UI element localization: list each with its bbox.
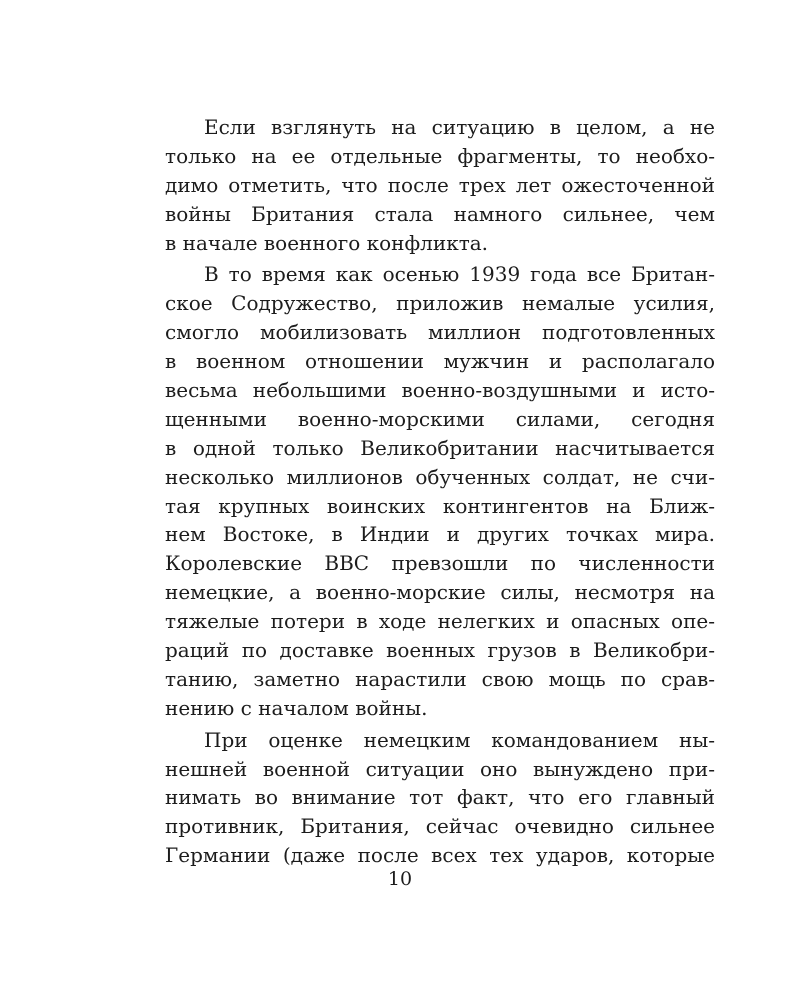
text-line: тяжелые потери в ходе нелегких и опасных опе- bbox=[165, 609, 715, 634]
text-line: в одной только Великобритании насчитывается bbox=[165, 435, 715, 460]
text-line: щенными военно-морскими силами, сегодня bbox=[165, 406, 715, 431]
text-line: танию, заметно нарастили свою мощь по срав- bbox=[165, 666, 715, 691]
paragraph bbox=[165, 726, 715, 870]
text-line: в начале военного конфликта. bbox=[165, 230, 489, 255]
text-line: несколько миллионов обученных солдат, не счи- bbox=[165, 464, 715, 489]
text-line: нешней военной ситуации оно вынуждено при- bbox=[165, 756, 715, 781]
text-line: войны Британия стала намного сильнее, чем bbox=[165, 201, 715, 226]
text-line: В то время как осенью 1939 года все Британ- bbox=[204, 262, 715, 287]
text-line: Если взглянуть на ситуацию в целом, а не bbox=[204, 115, 715, 139]
text-line: раций по доставке военных грузов в Великобри- bbox=[165, 638, 715, 663]
text-line: смогло мобилизовать миллион подготовленных bbox=[165, 320, 715, 345]
text-line: Германии (даже после всех тех ударов, которые bbox=[165, 843, 715, 868]
text-line: нем Востоке, в Индии и других точках мира. bbox=[165, 522, 715, 547]
text-line: противник, Британия, сейчас очевидно сильнее bbox=[165, 814, 715, 839]
text-line: немецкие, а военно-морские силы, несмотря на bbox=[165, 580, 715, 605]
page-number: 10 bbox=[387, 868, 413, 890]
text-line: в военном отношении мужчин и располагало bbox=[165, 349, 715, 374]
paragraph bbox=[165, 113, 715, 257]
paragraph bbox=[165, 260, 715, 722]
text-line: нимать во внимание тот факт, что его главный bbox=[165, 785, 715, 810]
text-line: тая крупных воинских контингентов на Ближ- bbox=[165, 493, 715, 518]
text-line: При оценке немецким командованием ны- bbox=[204, 727, 715, 752]
body-text bbox=[165, 113, 715, 870]
text-line: ское Содружество, приложив немалые усилия, bbox=[165, 291, 715, 316]
text-line: нению с началом войны. bbox=[165, 695, 428, 720]
text-line: только на ее отдельные фрагменты, то необхо- bbox=[165, 143, 715, 168]
text-line: Королевские ВВС превзошли по численности bbox=[165, 551, 715, 576]
text-line: весьма небольшими военно-воздушными и исто- bbox=[165, 378, 715, 403]
text-line: димо отметить, что после трех лет ожесточенной bbox=[165, 172, 715, 197]
